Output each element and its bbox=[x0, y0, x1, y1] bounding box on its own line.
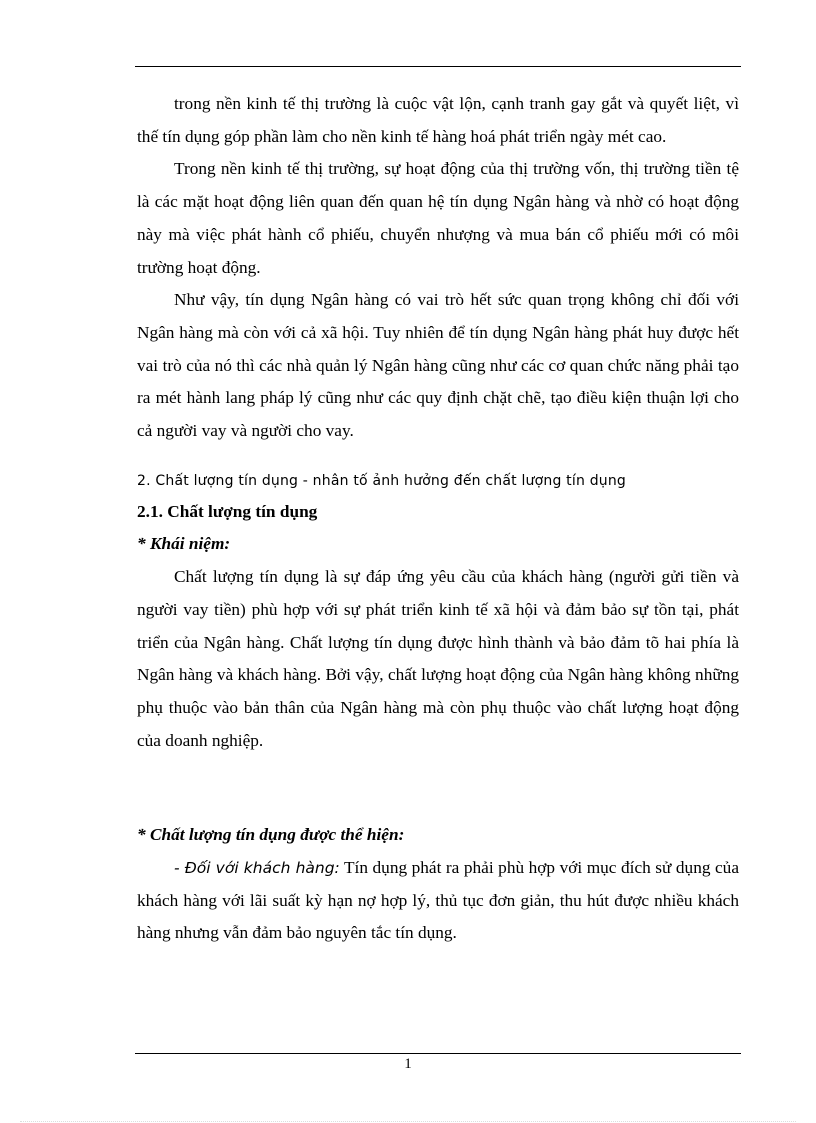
page-number: 1 bbox=[404, 1056, 412, 1072]
document-body bbox=[137, 88, 739, 950]
subsection-heading: 2.1. Chất lượng tín dụng bbox=[137, 501, 318, 521]
section-heading: 2. Chất lượng tín dụng - nhân tố ảnh hưởng đến chất lượng tín dụng bbox=[137, 472, 627, 489]
blank-space bbox=[137, 757, 739, 819]
customer-lead: - Đối với khách hàng: bbox=[174, 859, 340, 878]
expression-heading: * Chất lượng tín dụng được thể hiện: bbox=[137, 825, 405, 845]
paragraph: trong nền kinh tế thị trường là cuộc vật lộn, cạnh tranh gay gắt và quyết liệt, vì thế tín dụng góp phần làm cho nền kinh tế hàng hoá phát triển ngày mét cao. bbox=[137, 94, 739, 146]
paragraph: Như vậy, tín dụng Ngân hàng có vai trò hết sức quan trọng không chỉ đối với Ngân hàng mà còn với cả xã hội. Tuy nhiên để tín dụng Ngân hàng phát huy được hết vai trò của nó thì các nhà quản lý Ngân hàng cũng như các cơ quan chức năng phải tạo ra mét hành lang pháp lý cũng như các quy định chặt chẽ, tạo điều kiện thuận lợi cho cả người vay và người cho vay. bbox=[137, 290, 739, 441]
paragraph: Trong nền kinh tế thị trường, sự hoạt động của thị trường vốn, thị trường tiền tệ là các mặt hoạt động liên quan đến quan hệ tín dụng Ngân hàng và nhờ có hoạt động này mà việc phát hành cổ phiếu, chuyển nhượng và mua bán cổ phiếu mới có môi trường hoạt động. bbox=[137, 159, 739, 277]
page-edge-divider bbox=[20, 1121, 796, 1122]
header-rule bbox=[135, 66, 741, 67]
concept-heading: * Khái niệm: bbox=[137, 534, 231, 554]
customer-text: Tín dụng phát ra phải phù hợp với mục đích sử dụng của khách hàng với lãi suất kỳ hạn nợ hợp lý, thủ tục đơn giản, thu hút được nhiều khách hàng nhưng vẫn đảm bảo nguyên tắc tín dụng. bbox=[137, 858, 739, 943]
customer-paragraph bbox=[137, 852, 739, 950]
footer-rule bbox=[135, 1053, 741, 1054]
concept-paragraph: Chất lượng tín dụng là sự đáp ứng yêu cầu của khách hàng (người gửi tiền và người vay tiền) phù hợp với sự phát triển kinh tế xã hội và đảm bảo sự tồn tại, phát triển của Ngân hàng. Chất lượng tín dụng được hình thành và bảo đảm tõ hai phía là Ngân hàng và khách hàng. Bởi vậy, chất lượng hoạt động của Ngân hàng không những phụ thuộc vào bản thân của Ngân hàng mà còn phụ thuộc vào chất lượng hoạt động của doanh nghiệp. bbox=[137, 567, 739, 750]
